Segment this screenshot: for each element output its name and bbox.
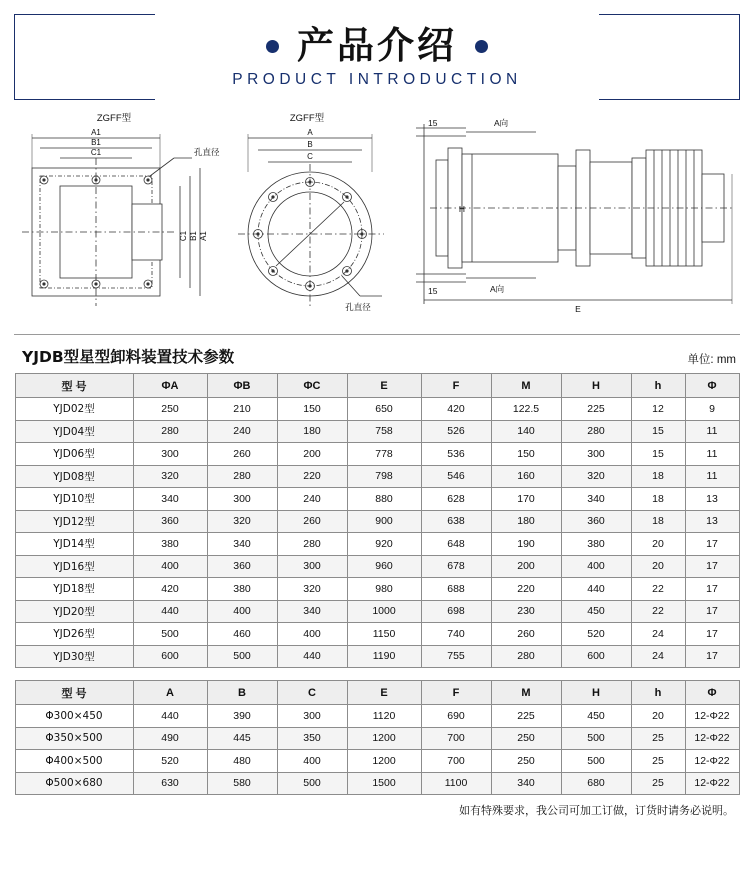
- cell: 740: [421, 623, 491, 646]
- cell: 25: [631, 750, 685, 773]
- cell-model: Φ500×680: [15, 772, 133, 795]
- section-title: YJDB型星型卸料装置技术参数: [22, 348, 235, 366]
- dim-a-top: A: [307, 128, 313, 137]
- cell: 880: [347, 488, 421, 511]
- page-subtitle: PRODUCT INTRODUCTION: [232, 71, 522, 89]
- cell: 340: [133, 488, 207, 511]
- cell: 520: [561, 623, 631, 646]
- cell: 240: [207, 420, 277, 443]
- cell: 225: [561, 398, 631, 421]
- cell: 450: [561, 705, 631, 728]
- cell: 500: [277, 772, 347, 795]
- col-header: 型 号: [15, 681, 133, 705]
- page-header: [14, 14, 740, 100]
- table-row: [15, 465, 739, 488]
- cell: 758: [347, 420, 421, 443]
- spec-table-square: [15, 680, 740, 795]
- cell: 980: [347, 578, 421, 601]
- cell-model: Φ300×450: [15, 705, 133, 728]
- col-header: H: [561, 374, 631, 398]
- cell: 225: [491, 705, 561, 728]
- col-header: E: [347, 374, 421, 398]
- cell: 11: [685, 420, 739, 443]
- cell: 520: [133, 750, 207, 773]
- cell: 300: [277, 555, 347, 578]
- cell: 17: [685, 623, 739, 646]
- table-row: [15, 420, 739, 443]
- cell-model: YJD12型: [15, 510, 133, 533]
- cell: 500: [561, 727, 631, 750]
- table-row: [15, 555, 739, 578]
- cell: 180: [277, 420, 347, 443]
- table-row: [15, 705, 739, 728]
- cell: 360: [561, 510, 631, 533]
- cell: 300: [133, 443, 207, 466]
- technical-drawings: [6, 110, 748, 328]
- cell: 320: [561, 465, 631, 488]
- cell: 500: [207, 645, 277, 668]
- page-title: 产品介绍: [297, 23, 457, 67]
- cell: 400: [207, 600, 277, 623]
- table-row: [15, 443, 739, 466]
- cell: 190: [491, 533, 561, 556]
- col-header: ΦA: [133, 374, 207, 398]
- cell: 25: [631, 772, 685, 795]
- cell: 400: [277, 750, 347, 773]
- cell-model: YJD04型: [15, 420, 133, 443]
- cell: 12-Φ22: [685, 750, 739, 773]
- cell: 688: [421, 578, 491, 601]
- section-divider: [14, 334, 740, 335]
- hole-diameter-note-middle: 孔直径: [345, 302, 371, 312]
- cell: 1500: [347, 772, 421, 795]
- cell: 440: [561, 578, 631, 601]
- cell: 18: [631, 465, 685, 488]
- drawing-left-svg: [14, 124, 224, 319]
- cell: 1000: [347, 600, 421, 623]
- cell: 17: [685, 600, 739, 623]
- cell: 230: [491, 600, 561, 623]
- cell-model: YJD02型: [15, 398, 133, 421]
- cell: 12-Φ22: [685, 772, 739, 795]
- col-header: B: [207, 681, 277, 705]
- header-inner: [155, 9, 599, 105]
- cell: 260: [491, 623, 561, 646]
- cell: 12-Φ22: [685, 705, 739, 728]
- cell: 500: [133, 623, 207, 646]
- cell-model: YJD30型: [15, 645, 133, 668]
- table-row: [15, 645, 739, 668]
- col-header: M: [491, 374, 561, 398]
- cell: 400: [133, 555, 207, 578]
- view-a-bottom: A向: [490, 284, 505, 294]
- drawing-middle: [232, 110, 392, 319]
- cell: 445: [207, 727, 277, 750]
- cell: 140: [491, 420, 561, 443]
- cell: 170: [491, 488, 561, 511]
- col-header: Φ: [685, 681, 739, 705]
- cell: 1200: [347, 750, 421, 773]
- cell: 22: [631, 578, 685, 601]
- table-row: [15, 578, 739, 601]
- cell: 300: [277, 705, 347, 728]
- cell: 12: [631, 398, 685, 421]
- col-header: ΦB: [207, 374, 277, 398]
- cell: 220: [277, 465, 347, 488]
- cell: 480: [207, 750, 277, 773]
- col-header: F: [421, 374, 491, 398]
- cell: 690: [421, 705, 491, 728]
- cell: 15: [631, 420, 685, 443]
- cell-model: YJD26型: [15, 623, 133, 646]
- cell: 280: [561, 420, 631, 443]
- cell: 536: [421, 443, 491, 466]
- cell: 500: [561, 750, 631, 773]
- cell: 1200: [347, 727, 421, 750]
- cell: 1120: [347, 705, 421, 728]
- cell: 240: [277, 488, 347, 511]
- cell: 320: [277, 578, 347, 601]
- cell: 320: [207, 510, 277, 533]
- dim-b1-top: B1: [91, 138, 101, 147]
- dim-e: E: [575, 304, 581, 314]
- cell: 11: [685, 465, 739, 488]
- drawing-right: [406, 114, 746, 314]
- cell: 700: [421, 750, 491, 773]
- cell: 24: [631, 645, 685, 668]
- cell: 698: [421, 600, 491, 623]
- cell: 150: [491, 443, 561, 466]
- cell: 350: [277, 727, 347, 750]
- cell: 13: [685, 510, 739, 533]
- col-header: Φ: [685, 374, 739, 398]
- cell: 638: [421, 510, 491, 533]
- dim-b1-side: B1: [189, 231, 198, 241]
- table-header-row: [15, 681, 739, 705]
- unit-label: 单位: mm: [687, 354, 736, 366]
- cell: 798: [347, 465, 421, 488]
- cell: 15: [631, 443, 685, 466]
- dim-c-top: C: [307, 152, 313, 161]
- cell: 440: [133, 600, 207, 623]
- dim-a1-side: A1: [199, 231, 208, 241]
- cell: 260: [277, 510, 347, 533]
- cell: 9: [685, 398, 739, 421]
- dim-15-bottom: 15: [428, 286, 438, 296]
- table-row: [15, 750, 739, 773]
- cell: 440: [277, 645, 347, 668]
- dim-15-top: 15: [428, 118, 438, 128]
- dim-h: H: [458, 204, 466, 214]
- cell: 300: [561, 443, 631, 466]
- cell: 340: [277, 600, 347, 623]
- cell: 678: [421, 555, 491, 578]
- table-header-row: [15, 374, 739, 398]
- cell: 648: [421, 533, 491, 556]
- cell: 546: [421, 465, 491, 488]
- cell: 20: [631, 555, 685, 578]
- cell: 250: [133, 398, 207, 421]
- cell: 280: [207, 465, 277, 488]
- cell: 160: [491, 465, 561, 488]
- cell: 340: [561, 488, 631, 511]
- cell: 490: [133, 727, 207, 750]
- cell: 580: [207, 772, 277, 795]
- cell: 600: [561, 645, 631, 668]
- col-header: h: [631, 374, 685, 398]
- cell: 420: [133, 578, 207, 601]
- cell-model: YJD06型: [15, 443, 133, 466]
- decorative-dot-right-icon: [475, 40, 488, 53]
- table-row: [15, 727, 739, 750]
- hole-diameter-note-left: 孔直径: [194, 147, 220, 157]
- cell: 300: [207, 488, 277, 511]
- cell: 755: [421, 645, 491, 668]
- cell: 440: [133, 705, 207, 728]
- col-header: 型 号: [15, 374, 133, 398]
- cell: 150: [277, 398, 347, 421]
- view-a-top: A向: [494, 118, 509, 128]
- cell: 390: [207, 705, 277, 728]
- table-row: [15, 488, 739, 511]
- footnote: 如有特殊要求，我公司可加工订做，订货时请务必说明。: [459, 804, 734, 817]
- cell: 17: [685, 533, 739, 556]
- cell: 280: [277, 533, 347, 556]
- dim-a1-top: A1: [91, 128, 101, 137]
- dim-c1-top: C1: [90, 148, 102, 157]
- table-row: [15, 510, 739, 533]
- cell: 360: [133, 510, 207, 533]
- cell: 22: [631, 600, 685, 623]
- cell-model: YJD10型: [15, 488, 133, 511]
- cell-model: YJD14型: [15, 533, 133, 556]
- cell: 650: [347, 398, 421, 421]
- drawing-left: [14, 110, 224, 319]
- cell: 200: [491, 555, 561, 578]
- cell: 12-Φ22: [685, 727, 739, 750]
- drawing-middle-svg: [232, 124, 397, 319]
- cell: 260: [207, 443, 277, 466]
- cell: 200: [277, 443, 347, 466]
- cell: 920: [347, 533, 421, 556]
- col-header: A: [133, 681, 207, 705]
- cell: 17: [685, 578, 739, 601]
- cell: 250: [491, 750, 561, 773]
- decorative-dot-left-icon: [266, 40, 279, 53]
- cell: 1190: [347, 645, 421, 668]
- cell: 24: [631, 623, 685, 646]
- title-row: [266, 23, 488, 67]
- dim-c1-side: C1: [179, 230, 188, 242]
- cell: 11: [685, 443, 739, 466]
- cell: 700: [421, 727, 491, 750]
- cell: 320: [133, 465, 207, 488]
- section-header: [22, 345, 736, 367]
- cell: 460: [207, 623, 277, 646]
- cell: 210: [207, 398, 277, 421]
- drawing-left-label: ZGFF型: [96, 113, 132, 124]
- cell: 630: [133, 772, 207, 795]
- table-row: [15, 623, 739, 646]
- table-row: [15, 772, 739, 795]
- col-header: H: [561, 681, 631, 705]
- cell: 180: [491, 510, 561, 533]
- cell: 18: [631, 510, 685, 533]
- cell-model: YJD08型: [15, 465, 133, 488]
- dim-b-top: B: [307, 140, 313, 149]
- cell: 340: [207, 533, 277, 556]
- spec-table-yjd: [15, 373, 740, 668]
- cell: 960: [347, 555, 421, 578]
- cell: 20: [631, 705, 685, 728]
- cell: 18: [631, 488, 685, 511]
- col-header: ΦC: [277, 374, 347, 398]
- cell: 900: [347, 510, 421, 533]
- cell: 380: [207, 578, 277, 601]
- cell: 450: [561, 600, 631, 623]
- drawing-middle-label: ZGFF型: [289, 113, 325, 124]
- cell: 340: [491, 772, 561, 795]
- cell: 380: [561, 533, 631, 556]
- col-header: F: [421, 681, 491, 705]
- table-row: [15, 398, 739, 421]
- cell: 17: [685, 555, 739, 578]
- cell-model: YJD16型: [15, 555, 133, 578]
- cell: 400: [561, 555, 631, 578]
- cell: 280: [133, 420, 207, 443]
- cell: 122.5: [491, 398, 561, 421]
- cell: 20: [631, 533, 685, 556]
- table-row: [15, 533, 739, 556]
- cell: 250: [491, 727, 561, 750]
- cell: 220: [491, 578, 561, 601]
- cell: 628: [421, 488, 491, 511]
- cell: 360: [207, 555, 277, 578]
- cell: 420: [421, 398, 491, 421]
- cell: 1150: [347, 623, 421, 646]
- drawing-right-svg: [406, 114, 746, 314]
- cell: 17: [685, 645, 739, 668]
- cell: 25: [631, 727, 685, 750]
- col-header: h: [631, 681, 685, 705]
- cell-model: Φ400×500: [15, 750, 133, 773]
- cell: 280: [491, 645, 561, 668]
- cell: 778: [347, 443, 421, 466]
- col-header: M: [491, 681, 561, 705]
- table-row: [15, 600, 739, 623]
- col-header: E: [347, 681, 421, 705]
- cell: 600: [133, 645, 207, 668]
- cell: 1100: [421, 772, 491, 795]
- cell: 400: [277, 623, 347, 646]
- cell: 13: [685, 488, 739, 511]
- cell-model: YJD18型: [15, 578, 133, 601]
- col-header: C: [277, 681, 347, 705]
- cell-model: Φ350×500: [15, 727, 133, 750]
- cell: 680: [561, 772, 631, 795]
- cell-model: YJD20型: [15, 600, 133, 623]
- cell: 526: [421, 420, 491, 443]
- cell: 380: [133, 533, 207, 556]
